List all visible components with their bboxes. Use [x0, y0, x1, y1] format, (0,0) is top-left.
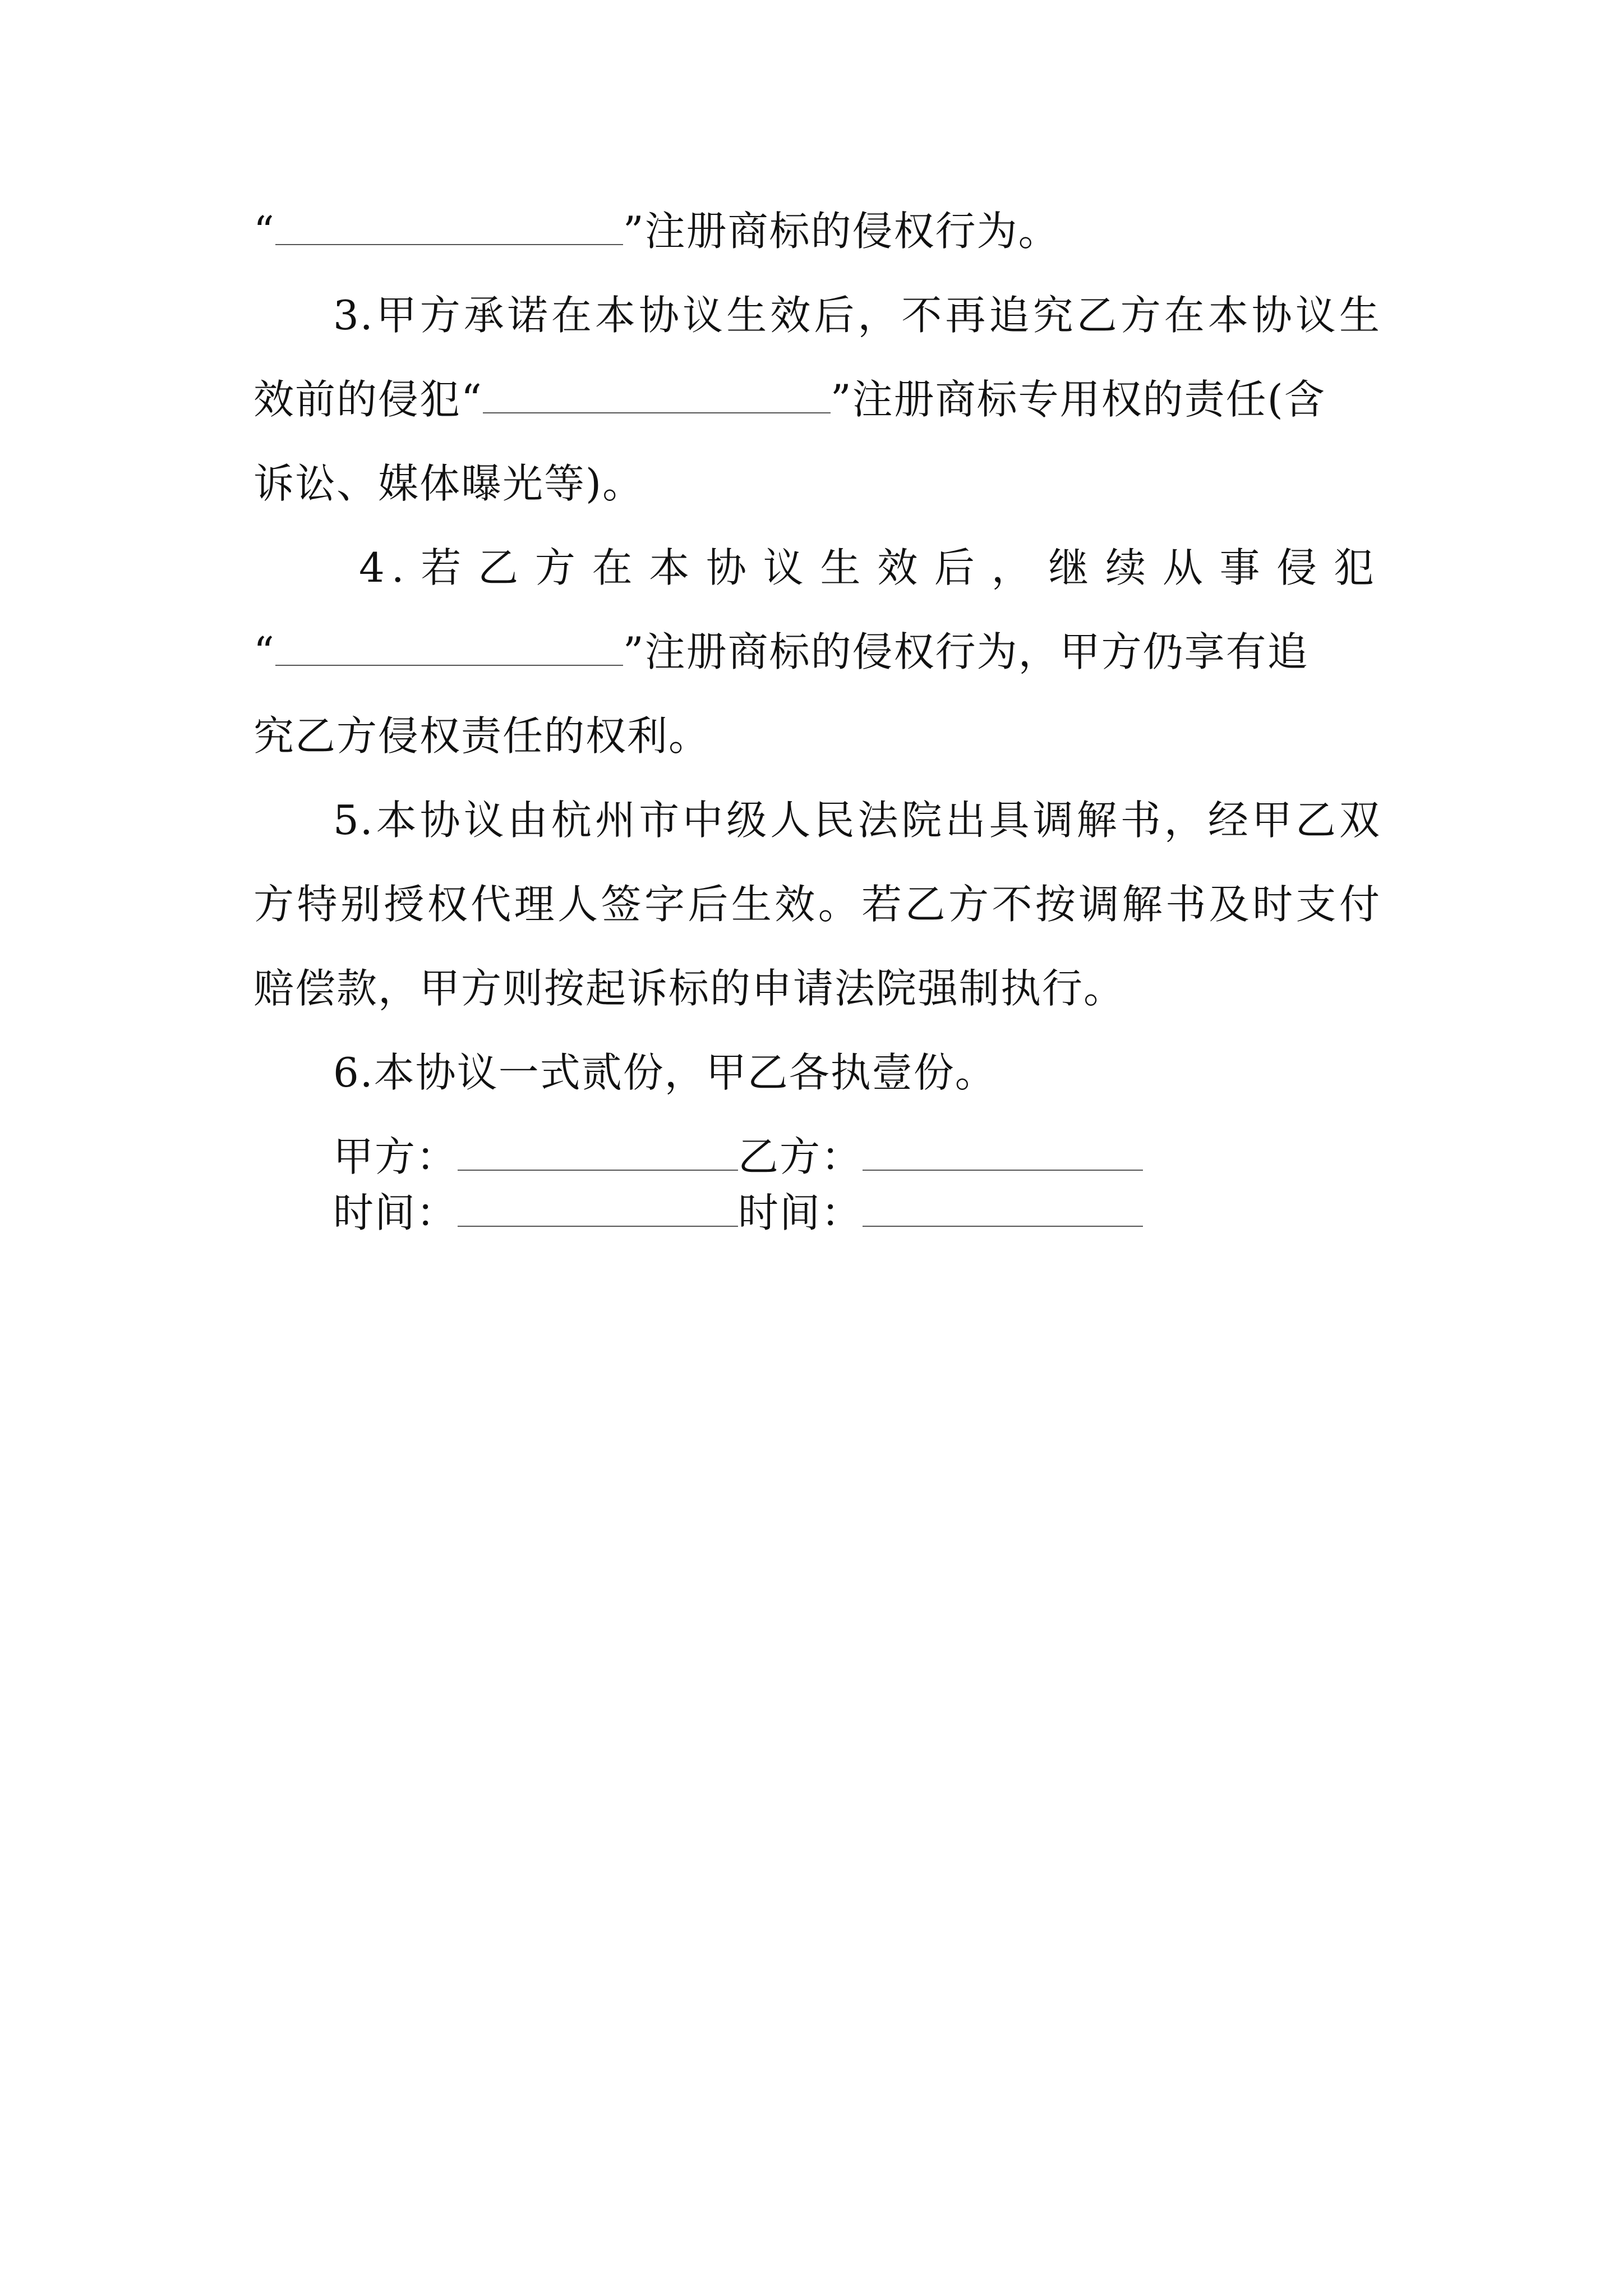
- clause-3-line-3: [253, 455, 1381, 512]
- clause-4-line-3: [253, 708, 1381, 764]
- party-b-signature-blank: [863, 1135, 1143, 1171]
- trademark-blank: [275, 209, 623, 245]
- trademark-blank: [483, 378, 831, 413]
- party-b-label: 乙方：: [738, 1133, 863, 1180]
- time-b-label: 时间：: [738, 1189, 863, 1236]
- clause-3-text: 3.甲方承诺在本协议生效后，不再追究乙方在本协议生: [333, 292, 1381, 339]
- clause-3-text: 诉讼、媒体曝光等)。: [253, 460, 644, 507]
- clause-5-line-1: [333, 792, 1381, 848]
- clause-5-text: 方特别授权代理人签字后生效。若乙方不按调解书及时支付: [253, 881, 1381, 928]
- clause-5-line-3: [253, 960, 1381, 1016]
- clause-4-text: 4.若乙方在本协议生效后，继续从事侵犯: [359, 544, 1381, 591]
- clause-4-line-1: [359, 540, 1381, 596]
- clause-5-text: 5.本协议由杭州市中级人民法院出具调解书，经甲乙双: [333, 797, 1381, 844]
- time-b-blank: [863, 1191, 1143, 1227]
- clause-6-line: [333, 1045, 1460, 1101]
- clause-3-line-2: [253, 371, 1381, 427]
- clause-line-trademark-1: [253, 203, 1381, 259]
- clause-5-text: 赔偿款，甲方则按起诉标的申请法院强制执行。: [253, 965, 1126, 1012]
- clause-3-text: 效前的侵犯“: [253, 376, 483, 423]
- clause-text: ”注册商标的侵权行为。: [623, 208, 1060, 255]
- time-a-label: 时间：: [333, 1189, 458, 1236]
- trademark-blank: [275, 630, 623, 666]
- clause-5-line-2: [253, 876, 1381, 932]
- clause-4-text: 究乙方侵权责任的权利。: [253, 712, 711, 760]
- signature-row-dates: [333, 1185, 1460, 1241]
- time-a-blank: [458, 1191, 738, 1227]
- clause-6-text: 6.本协议一式贰份，甲乙各执壹份。: [333, 1049, 997, 1096]
- quote-open: “: [253, 628, 275, 675]
- clause-4-line-2: [253, 624, 1381, 680]
- clause-4-text: ”注册商标的侵权行为，甲方仍享有追: [623, 628, 1309, 675]
- signature-row-parties: [333, 1129, 1460, 1185]
- quote-open: “: [253, 208, 275, 255]
- party-a-label: 甲方：: [333, 1133, 458, 1180]
- clause-3-text: ”注册商标专用权的责任(含: [830, 376, 1326, 423]
- clause-3-line-1: [333, 287, 1381, 343]
- party-a-signature-blank: [458, 1135, 738, 1171]
